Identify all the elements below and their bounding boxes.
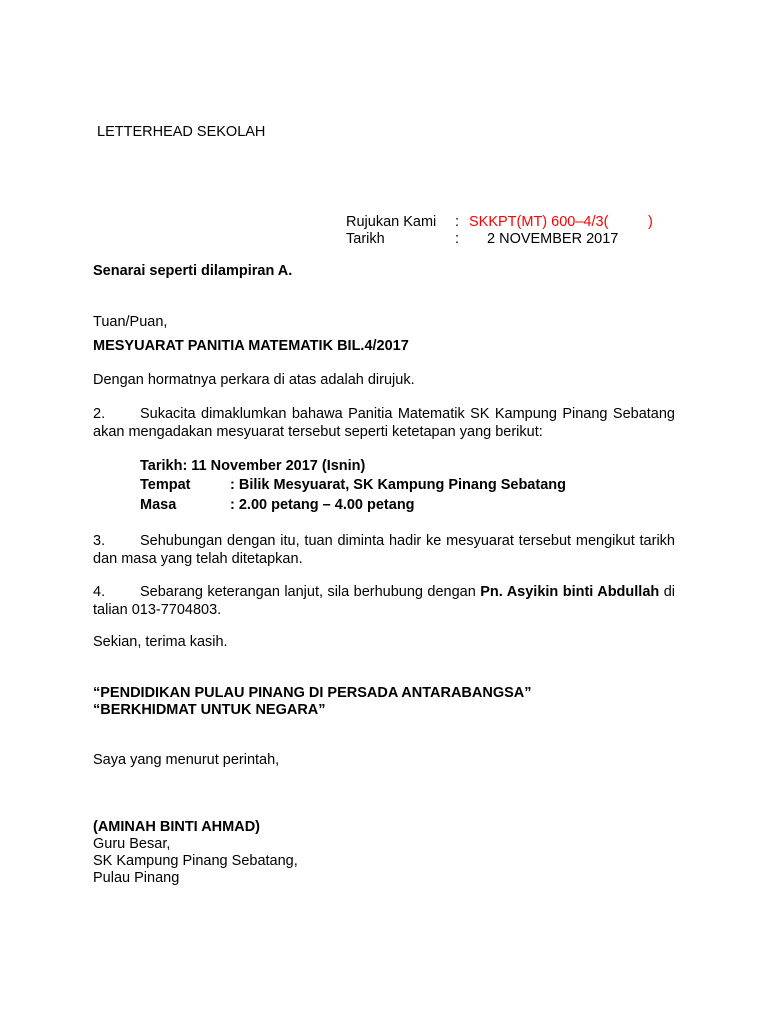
contact-name: Pn. Asyikin binti Abdullah bbox=[480, 584, 660, 600]
rujukan-label: Rujukan Kami bbox=[346, 214, 437, 230]
rujukan-colon: : bbox=[455, 214, 460, 230]
subject: MESYUARAT PANITIA MATEMATIK BIL.4/2017 bbox=[93, 338, 409, 354]
paragraph-4-text-after: di talian 013-7704803. bbox=[93, 584, 675, 618]
signatory-school: SK Kampung Pinang Sebatang, bbox=[93, 853, 298, 869]
detail-tempat-value: : Bilik Mesyuarat, SK Kampung Pinang Sebatang bbox=[230, 477, 566, 493]
paragraph-3 bbox=[93, 532, 675, 568]
paragraph-4 bbox=[93, 583, 675, 619]
motto-line-2: “BERKHIDMAT UNTUK NEGARA” bbox=[93, 702, 326, 718]
motto-line-1: “PENDIDIKAN PULAU PINANG DI PERSADA ANTARABANGSA” bbox=[93, 685, 532, 701]
rujukan-value: SKKPT(MT) 600–4/3( bbox=[469, 214, 609, 230]
signatory-state: Pulau Pinang bbox=[93, 870, 180, 886]
letterhead-title: LETTERHEAD SEKOLAH bbox=[97, 124, 266, 140]
detail-masa-label: Masa bbox=[140, 497, 177, 513]
paragraph-2-text: Sukacita dimaklumkan bahawa Panitia Matematik SK Kampung Pinang Sebatang akan mengadakan mesyuarat tersebut seperti ketetapan yang berikut: bbox=[93, 406, 675, 440]
tarikh-label: Tarikh bbox=[346, 231, 385, 247]
paragraph-2-number: 2. bbox=[93, 406, 106, 422]
recipient: Senarai seperti dilampiran A. bbox=[93, 263, 293, 279]
detail-tempat-label: Tempat bbox=[140, 477, 191, 493]
salutation: Tuan/Puan, bbox=[93, 314, 168, 330]
closing: Sekian, terima kasih. bbox=[93, 634, 228, 650]
tarikh-colon: : bbox=[455, 231, 460, 247]
paragraph-2 bbox=[93, 405, 675, 441]
paragraph-3-text: Sehubungan dengan itu, tuan diminta hadir ke mesyuarat tersebut mengikut tarikh dan masa yang telah ditetapkan. bbox=[93, 533, 675, 567]
tarikh-value: 2 NOVEMBER 2017 bbox=[487, 231, 619, 247]
detail-tarikh: Tarikh: 11 November 2017 (Isnin) bbox=[140, 458, 366, 474]
paragraph-4-text-before: Sebarang keterangan lanjut, sila berhubung dengan bbox=[140, 584, 481, 600]
signatory-title: Guru Besar, bbox=[93, 836, 171, 852]
sign-off: Saya yang menurut perintah, bbox=[93, 752, 280, 768]
detail-masa-value: : 2.00 petang – 4.00 petang bbox=[230, 497, 415, 513]
signatory-name: (AMINAH BINTI AHMAD) bbox=[93, 819, 260, 835]
rujukan-close: ) bbox=[648, 214, 653, 230]
paragraph-4-number: 4. bbox=[93, 584, 106, 600]
paragraph-3-number: 3. bbox=[93, 533, 106, 549]
intro-text: Dengan hormatnya perkara di atas adalah dirujuk. bbox=[93, 372, 415, 388]
